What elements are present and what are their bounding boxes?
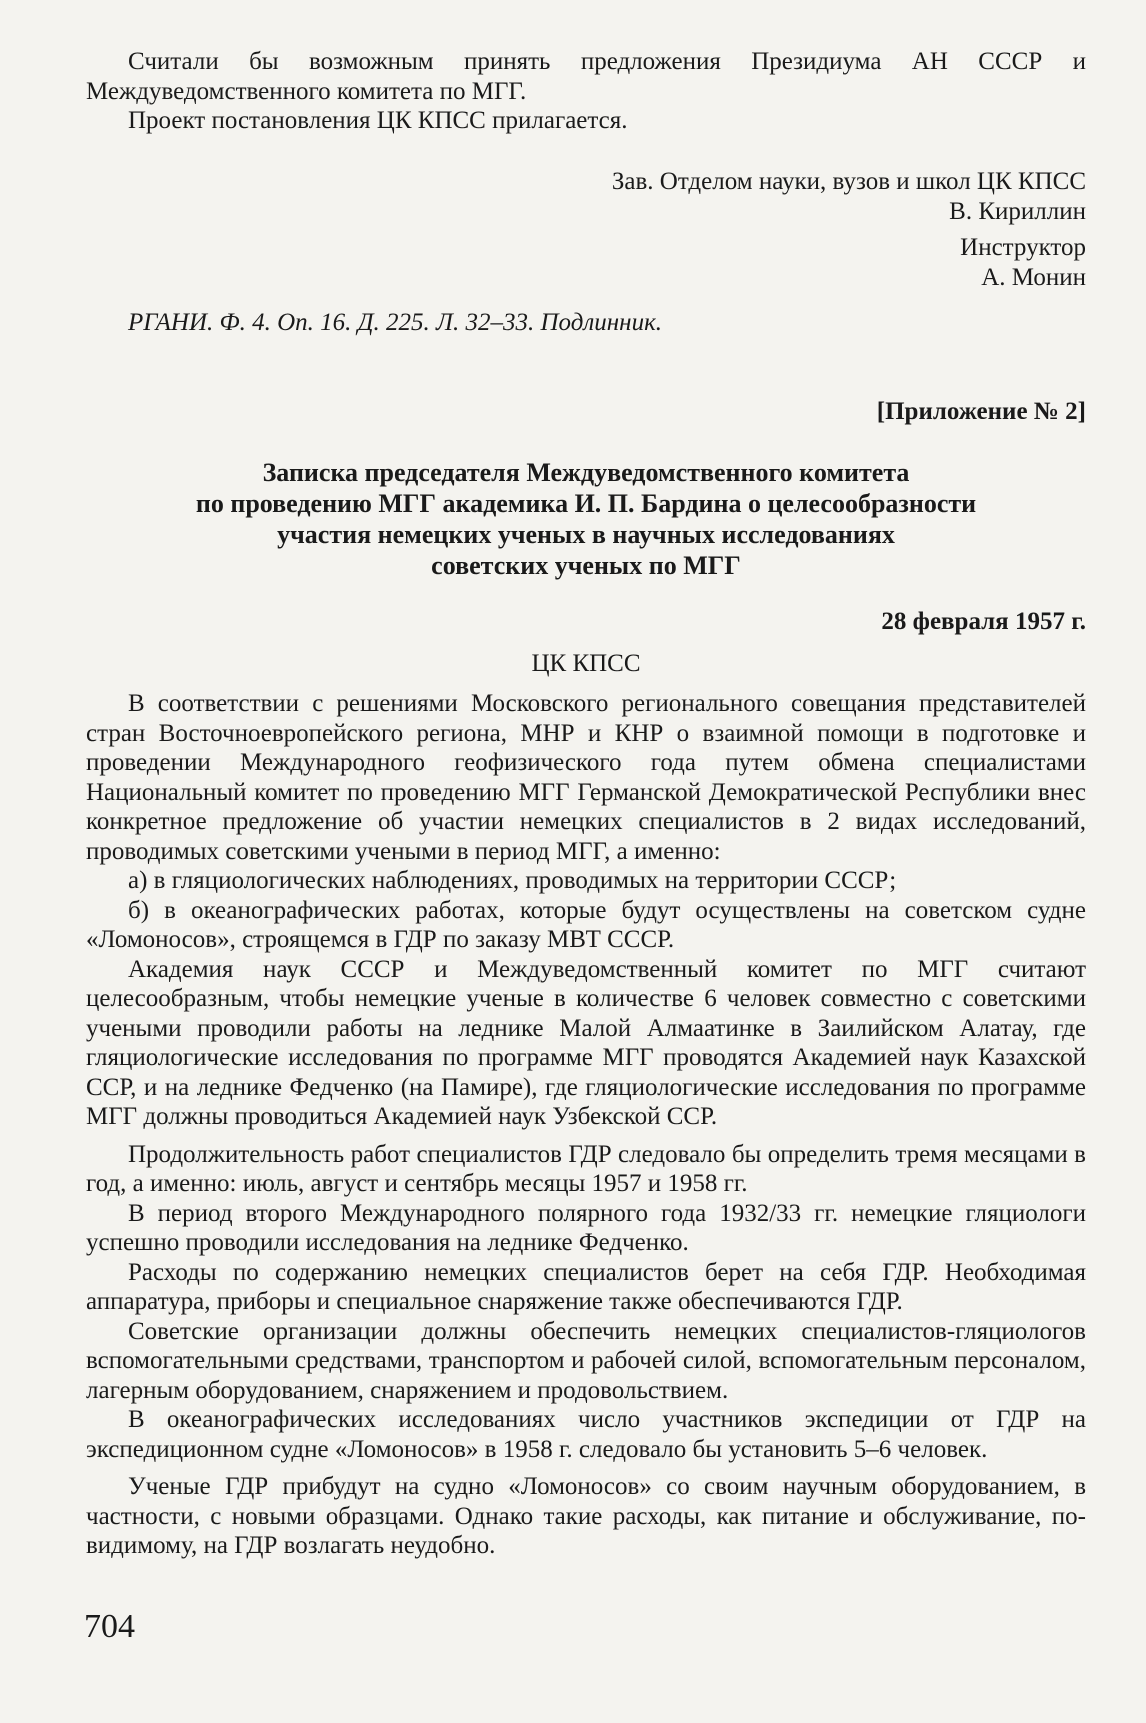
signature-name: В. Кириллин: [949, 197, 1086, 225]
paragraph: Считали бы возможным принять предложения Президиума АН СССР и Междуведомственного комитета по МГГ.: [86, 48, 1086, 105]
paragraph: Ученые ГДР прибудут на судно «Ломоносов» со своим научным оборудованием, в частности, с новыми образцами. Однако такие расходы, как питание и обслуживание, по-видимому, на ГДР возлагать неудобно.: [86, 1473, 1086, 1559]
paragraph: а) в гляциологических наблюдениях, проводимых на территории СССР;: [128, 867, 897, 894]
appendix-label-block: [86, 397, 1086, 427]
paragraph: Продолжительность работ специалистов ГДР следовало бы определить тремя месяцами в год, а именно: июль, август и сентябрь месяцы 1957 и 1958 гг.: [86, 1140, 1086, 1197]
archive-source: [86, 308, 1086, 338]
title-line: по проведению МГГ академика И. П. Бардина о целесообразности: [195, 489, 977, 518]
document-title: [86, 457, 1086, 581]
paragraph: б) в океанографических работах, которые будут осуществлены на советском судне «Ломоносов», строящемся в ГДР по заказу МВТ СССР.: [86, 896, 1086, 953]
body-text: [86, 689, 1086, 1561]
paragraph: Советские организации должны обеспечить немецких специалистов-гляциологов вспомогательными средствами, транспортом и рабочей силой, вспомогательным персоналом, лагерным оборудованием, снаряжением и продовольствием.: [86, 1317, 1086, 1404]
title-line: Записка председателя Междуведомственного комитета: [262, 458, 910, 487]
title-line: советских ученых по МГГ: [431, 551, 741, 580]
paragraph: В период второго Международного полярного года 1932/33 гг. немецкие гляциологи успешно проводили исследования на леднике Федченко.: [86, 1199, 1086, 1256]
signature-block-2: [86, 233, 1086, 292]
addressee: ЦК КПСС: [531, 650, 641, 677]
source-citation: РГАНИ. Ф. 4. Оп. 16. Д. 225. Л. 32–33. Подлинник.: [128, 309, 663, 336]
date-block: [86, 607, 1086, 637]
opening-paragraphs: [86, 47, 1086, 136]
appendix-label: [Приложение № 2]: [876, 398, 1086, 425]
page-number: 704: [84, 1608, 135, 1645]
paragraph: В океанографических исследованиях число участников экспедиции от ГДР на экспедиционном судне «Ломоносов» в 1958 г. следовало бы установить 5–6 человек.: [86, 1406, 1086, 1463]
paragraph: В соответствии с решениями Московского регионального совещания представителей стран Восточноевропейского региона, МНР и КНР о взаимной помощи в подготовке и проведении Международного геофизического года путем обмена специалистами Национальный комитет по проведению МГГ Германской Демократической Республики внес конкретное предложение об участии немецких специалистов в 2 видах исследований, проводимых советскими учеными в период МГГ, а именно:: [86, 690, 1086, 865]
addressee-block: [86, 649, 1086, 679]
signature-block-1: [86, 167, 1086, 226]
paragraph: Расходы по содержанию немецких специалистов берет на себя ГДР. Необходимая аппаратура, приборы и специальное снаряжение также обеспечиваются ГДР.: [86, 1258, 1086, 1315]
signature-position: Зав. Отделом науки, вузов и школ ЦК КПСС: [611, 168, 1086, 195]
paragraph: Академия наук СССР и Междуведомственный комитет по МГГ считают целесообразным, чтобы немецкие ученые в количестве 6 человек совместно с советскими учеными проводили работы на леднике Малой Алмаатинке в Заилийском Алатау, где гляциологические исследования по программе МГГ проводятся Академией наук Казахской ССР, и на леднике Федченко (на Памире), где гляциологические исследования по программе МГГ должны проводиться Академией наук Узбекской ССР.: [86, 955, 1086, 1130]
title-line: участия немецких ученых в научных исследованиях: [277, 520, 895, 549]
text-column: [86, 0, 1086, 1723]
document-date: 28 февраля 1957 г.: [881, 608, 1086, 635]
paragraph: Проект постановления ЦК КПСС прилагается.: [128, 107, 628, 134]
signature-position: Инструктор: [960, 234, 1086, 261]
signature-name: А. Монин: [981, 263, 1086, 291]
